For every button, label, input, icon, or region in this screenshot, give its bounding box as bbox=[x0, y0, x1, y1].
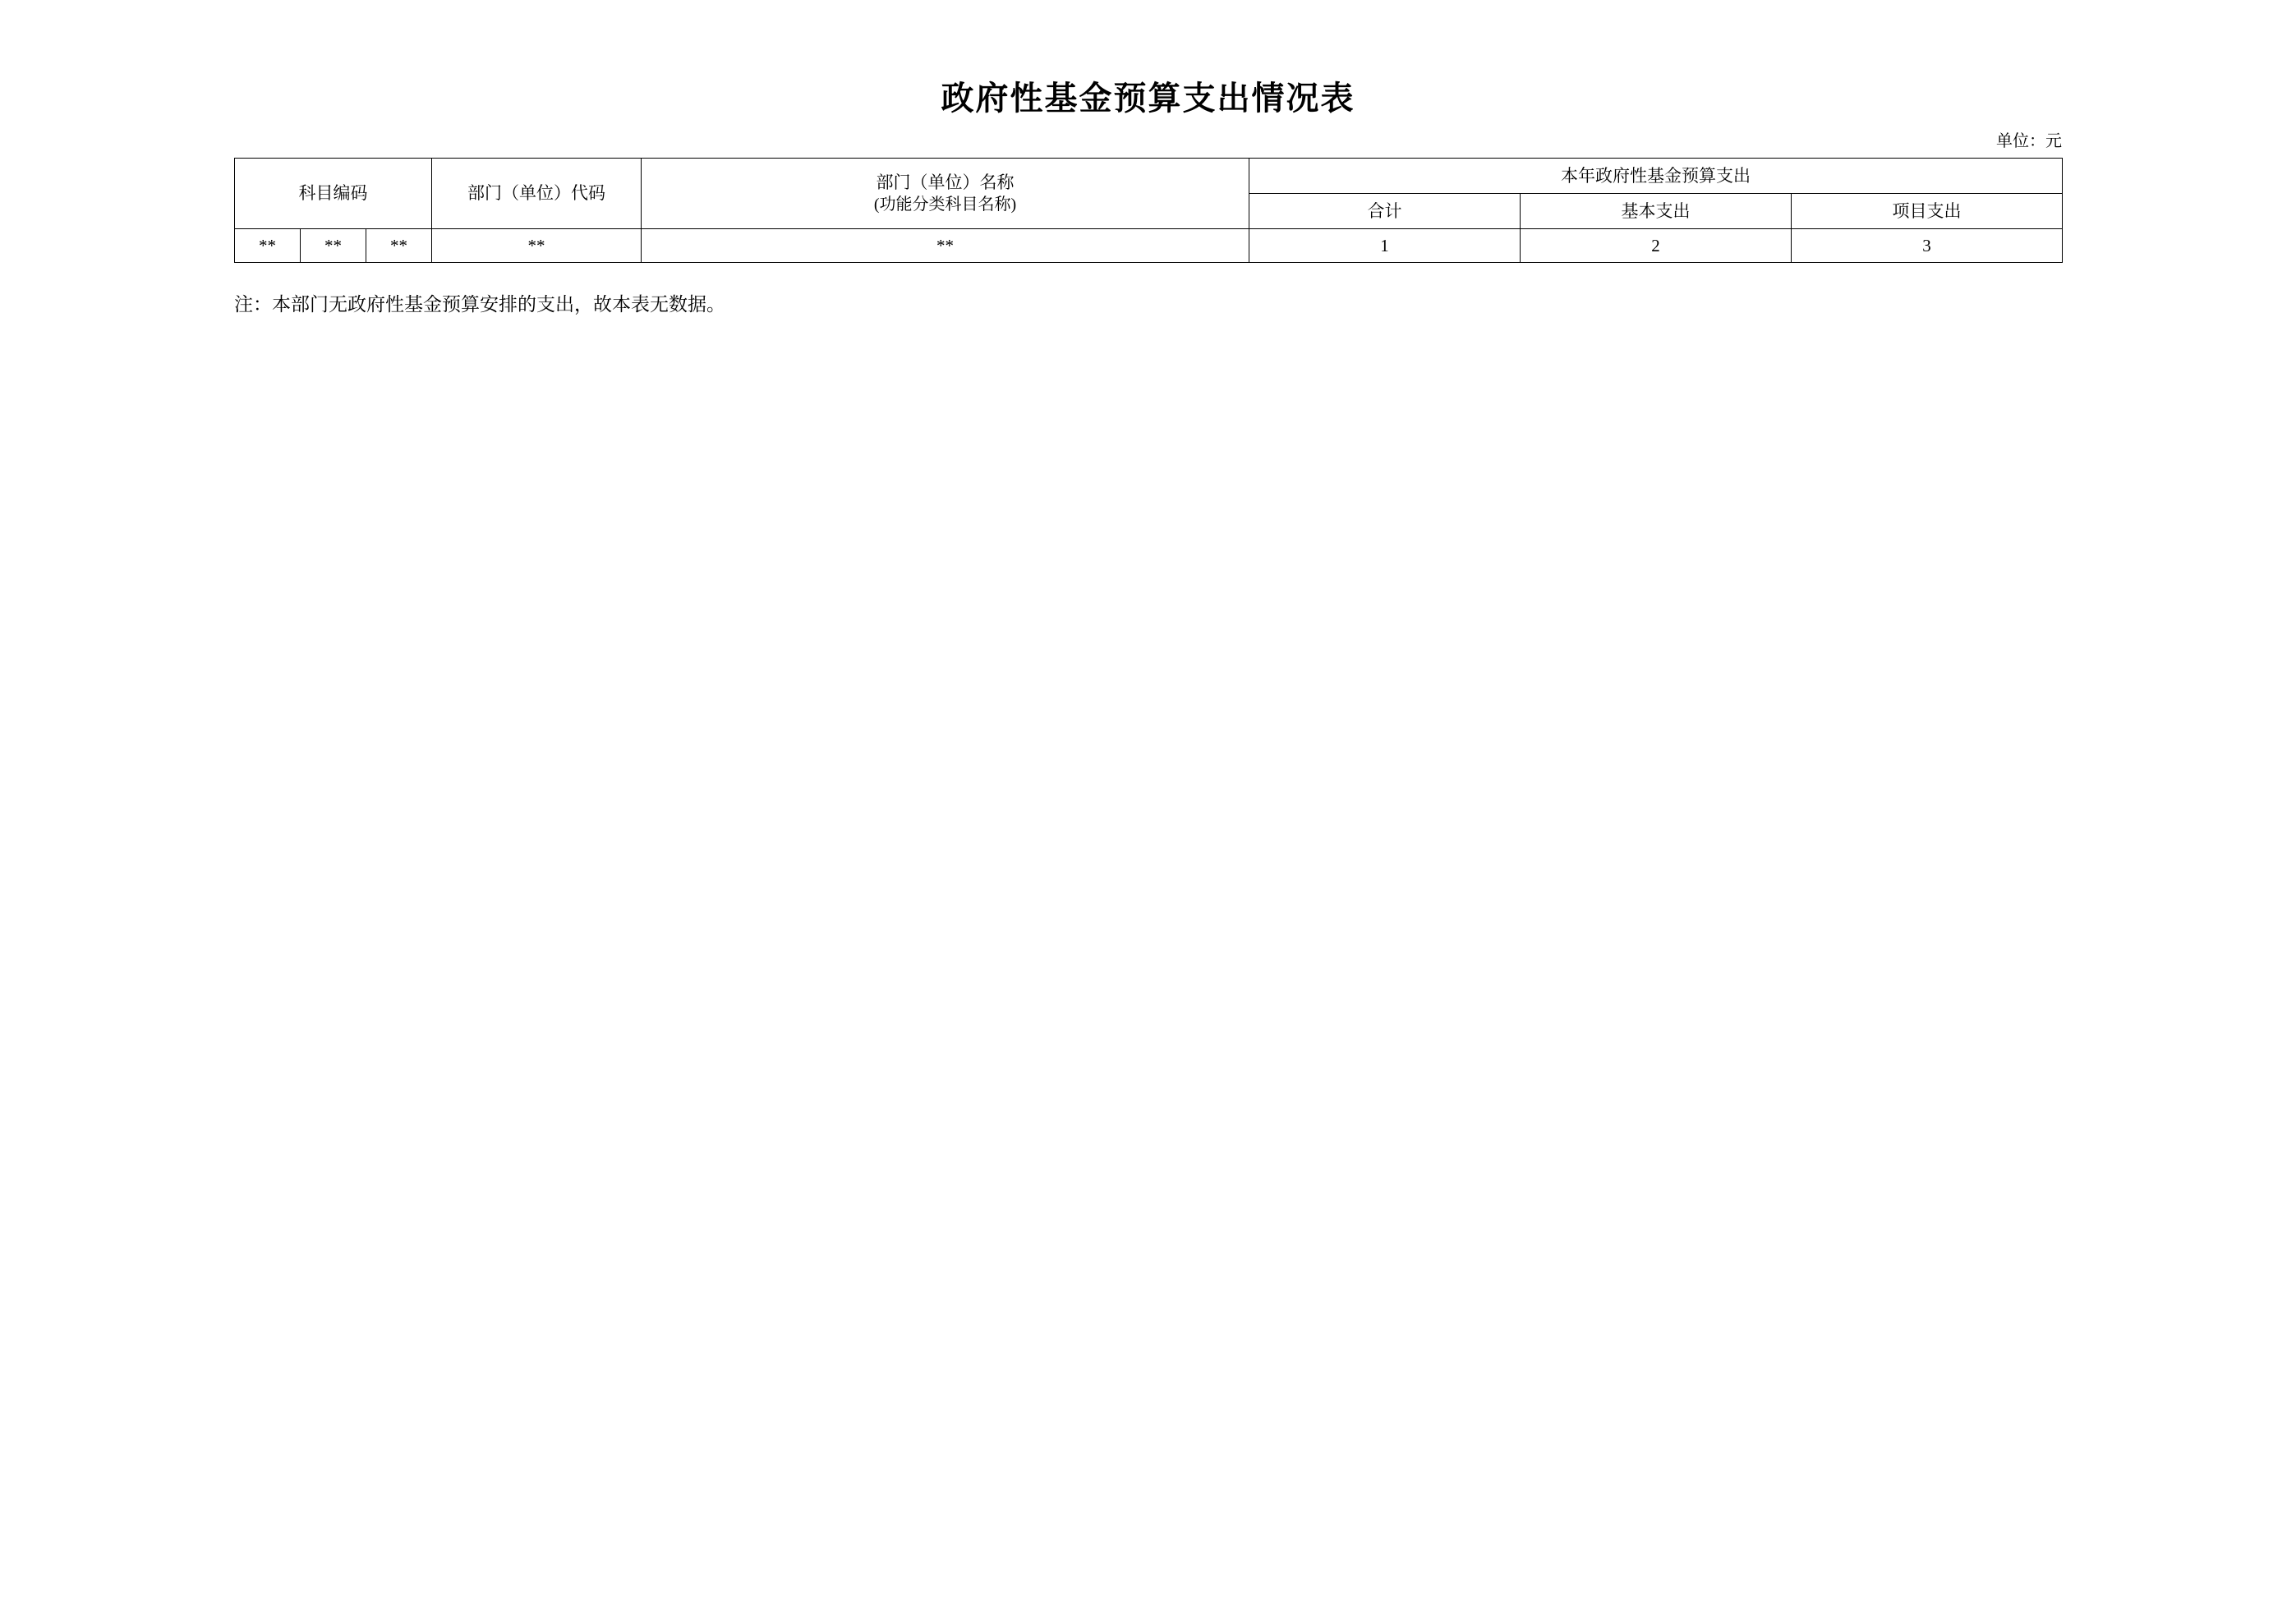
cell-basic-expenditure: 2 bbox=[1521, 229, 1792, 263]
page-title: 政府性基金预算支出情况表 bbox=[941, 80, 1355, 117]
header-current-year-group: 本年政府性基金预算支出 bbox=[1249, 159, 2063, 194]
cell-subject-code-3: ** bbox=[366, 229, 432, 263]
footnote: 注：本部门无政府性基金预算安排的支出，故本表无数据。 bbox=[234, 294, 725, 315]
header-basic-expenditure: 基本支出 bbox=[1521, 194, 1792, 229]
cell-dept-name: ** bbox=[642, 229, 1249, 263]
header-subject-code: 科目编码 bbox=[235, 159, 432, 229]
table-row bbox=[235, 229, 2063, 263]
header-dept-name-line1: 部门（单位）名称 bbox=[876, 172, 1015, 192]
header-total: 合计 bbox=[1249, 194, 1521, 229]
cell-total: 1 bbox=[1249, 229, 1521, 263]
header-dept-name-line2: (功能分类科目名称) bbox=[873, 196, 1017, 214]
cell-subject-code-1: ** bbox=[235, 229, 301, 263]
cell-dept-code: ** bbox=[432, 229, 642, 263]
header-project-expenditure: 项目支出 bbox=[1792, 194, 2063, 229]
table-header-row-1 bbox=[235, 159, 2063, 194]
header-dept-name bbox=[642, 159, 1249, 229]
cell-project-expenditure: 3 bbox=[1792, 229, 2063, 263]
unit-note: 单位：元 bbox=[1996, 132, 2062, 150]
cell-subject-code-2: ** bbox=[301, 229, 366, 263]
budget-table bbox=[234, 158, 2063, 263]
header-dept-code: 部门（单位）代码 bbox=[432, 159, 642, 229]
